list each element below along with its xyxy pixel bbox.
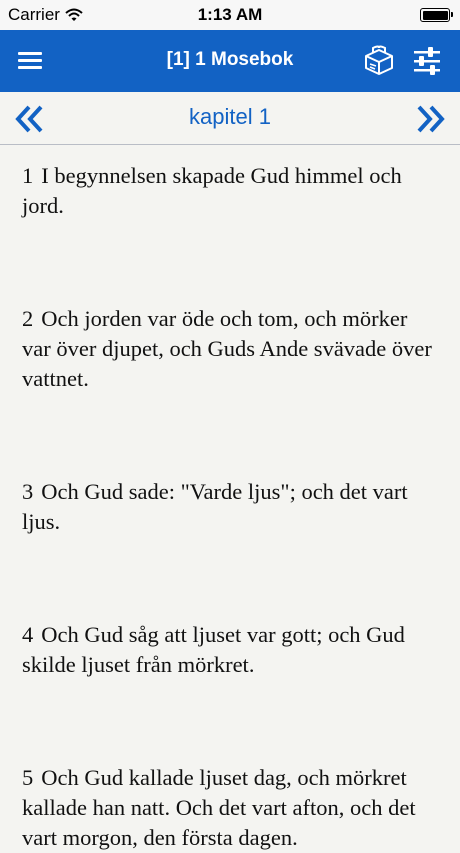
chevron-double-right-icon[interactable] bbox=[415, 105, 445, 133]
verse-number: 1 bbox=[22, 163, 34, 188]
chapter-label[interactable]: kapitel 1 bbox=[189, 104, 271, 129]
page-title: [1] 1 Mosebok bbox=[166, 49, 294, 70]
nav-bar bbox=[0, 30, 460, 92]
chapter-bar bbox=[0, 92, 460, 145]
verse bbox=[22, 763, 440, 853]
verse-text: Och jorden var öde och tom, och mörker var över djupet, och Guds Ande svävade över vattnet. bbox=[22, 306, 432, 391]
battery-icon bbox=[420, 8, 450, 22]
verse-text: Och Gud såg att ljuset var gott; och Gud skilde ljuset från mörkret. bbox=[22, 622, 405, 677]
verse-text: Och Gud sade: "Varde ljus"; och det vart ljus. bbox=[22, 479, 408, 534]
verse bbox=[22, 620, 440, 680]
verse bbox=[22, 477, 440, 537]
carrier-label: Carrier bbox=[8, 5, 60, 24]
status-time: 1:13 AM bbox=[197, 5, 263, 24]
verse-number: 3 bbox=[22, 479, 34, 504]
verse-list[interactable] bbox=[0, 145, 460, 850]
book-box-icon[interactable] bbox=[362, 44, 396, 78]
verse-number: 5 bbox=[22, 765, 34, 790]
verse-text: Och Gud kallade ljuset dag, och mörkret kallade han natt. Och det vart afton, och det vart morgon, den första dagen. bbox=[22, 765, 416, 850]
status-bar bbox=[0, 0, 460, 30]
verse-text: I begynnelsen skapade Gud himmel och jord. bbox=[22, 163, 402, 218]
verse bbox=[22, 161, 440, 221]
verse bbox=[22, 304, 440, 394]
verse-number: 4 bbox=[22, 622, 34, 647]
verse-number: 2 bbox=[22, 306, 34, 331]
settings-sliders-icon[interactable] bbox=[413, 46, 441, 76]
